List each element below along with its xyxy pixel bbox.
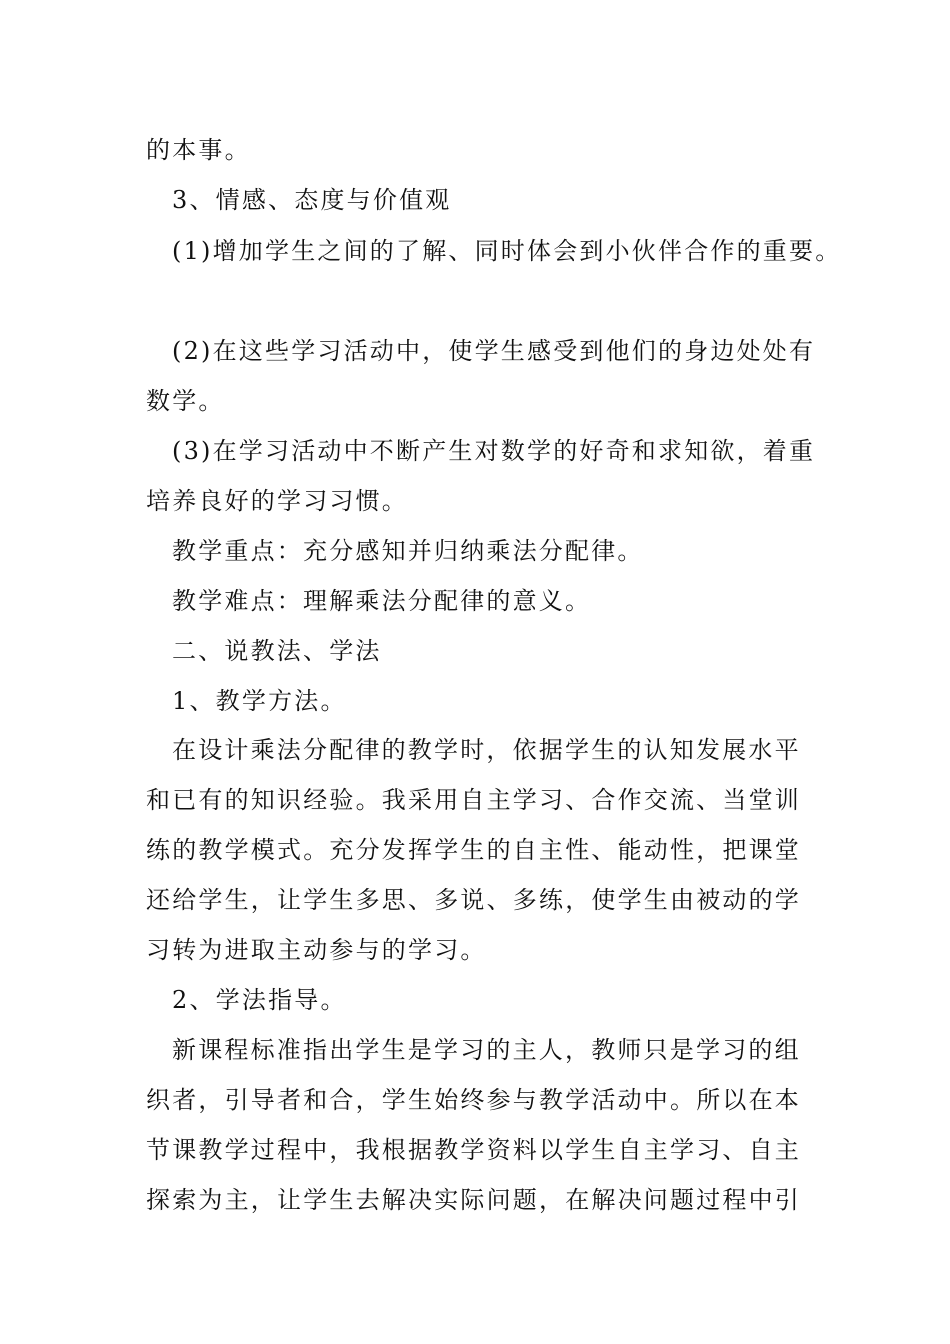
text-line: 数学。 [146,387,225,415]
text-line: 练的教学模式。充分发挥学生的自主性、能动性，把课堂 [146,836,801,864]
teaching-key-point: 教学重点：充分感知并归纳乘法分配律。 [172,537,644,565]
text-line: 习转为进取主动参与的学习。 [146,936,487,964]
text-line: 节课教学过程中，我根据教学资料以学生自主学习、自主 [146,1136,801,1164]
section-heading: 3、情感、态度与价值观 [172,186,452,214]
section-heading: 1、教学方法。 [172,687,347,715]
text-line: (3)在学习活动中不断产生对数学的好奇和求知欲，着重 [172,437,816,465]
text-line: 的本事。 [146,136,251,164]
text-line: 新课程标准指出学生是学习的主人，教师只是学习的组 [172,1036,801,1064]
section-heading: 二、说教法、学法 [172,637,382,665]
text-line: (2)在这些学习活动中，使学生感受到他们的身边处处有 [172,337,816,365]
teaching-difficulty: 教学难点：理解乘法分配律的意义。 [172,587,592,615]
text-line: (1)增加学生之间的了解、同时体会到小伙伴合作的重要。 [172,237,842,265]
text-line: 和已有的知识经验。我采用自主学习、合作交流、当堂训 [146,786,801,814]
text-line: 织者，引导者和合，学生始终参与教学活动中。所以在本 [146,1086,801,1114]
text-line: 培养良好的学习习惯。 [146,487,408,515]
text-line: 探索为主，让学生去解决实际问题，在解决问题过程中引 [146,1186,801,1214]
text-line: 还给学生，让学生多思、多说、多练，使学生由被动的学 [146,886,801,914]
text-line: 在设计乘法分配律的教学时，依据学生的认知发展水平 [172,736,801,764]
section-heading: 2、学法指导。 [172,986,347,1014]
